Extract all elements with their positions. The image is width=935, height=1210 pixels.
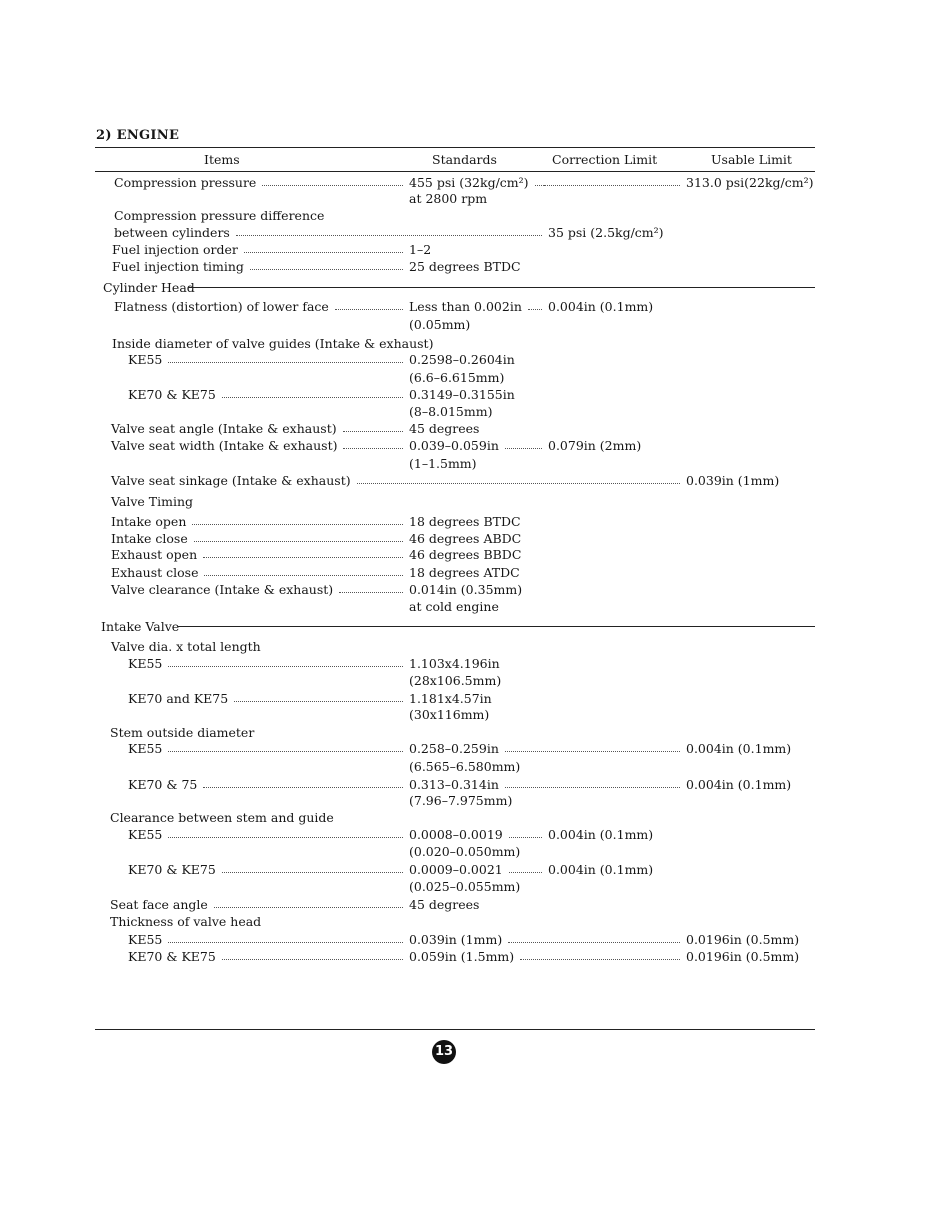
standard-value: (30x116mm) — [409, 707, 490, 722]
table-row — [0, 316, 935, 333]
leader-dots — [194, 541, 403, 542]
standard-value: at cold engine — [409, 599, 499, 614]
standard-value: (7.96–7.975mm) — [409, 793, 513, 808]
item-label: Fuel injection timing — [112, 259, 244, 274]
standard-value: 0.2598–0.2604in — [409, 352, 515, 367]
item-label: KE55 — [128, 827, 163, 842]
standard-value: 0.014in (0.35mm) — [409, 582, 523, 597]
item-label: Valve seat sinkage (Intake & exhaust) — [111, 473, 351, 488]
item-label: Cylinder Head — [103, 280, 195, 295]
table-row — [0, 638, 935, 655]
standard-value: (0.05mm) — [409, 317, 471, 332]
header-top-rule — [95, 147, 815, 148]
table-row — [0, 530, 935, 547]
standard-value: 18 degrees ATDC — [409, 565, 520, 580]
item-label: Valve Timing — [111, 494, 194, 509]
standard-value: Less than 0.002in — [409, 299, 522, 314]
leader-dots — [262, 185, 403, 186]
item-label: between cylinders — [114, 225, 230, 240]
header-usable-limit: Usable Limit — [711, 152, 792, 167]
table-row — [0, 581, 935, 598]
table-row — [0, 792, 935, 809]
table-row — [0, 948, 935, 965]
page-number: 13 — [432, 1040, 456, 1064]
leader-dots — [168, 837, 403, 838]
table-row — [0, 672, 935, 689]
item-label: Intake open — [111, 514, 187, 529]
item-label: Fuel injection order — [112, 242, 238, 257]
table-row — [0, 174, 935, 191]
usable-limit-value: 0.004in (0.1mm) — [686, 777, 792, 792]
leader-dots — [203, 557, 403, 558]
standard-value: (0.025–0.055mm) — [409, 879, 521, 894]
item-label: KE70 & KE75 — [128, 387, 216, 402]
leader-dots — [544, 185, 680, 186]
usable-limit-value: 0.004in (0.1mm) — [686, 741, 792, 756]
leader-dots — [204, 575, 403, 576]
item-label: Valve clearance (Intake & exhaust) — [111, 582, 334, 597]
table-row — [0, 740, 935, 757]
table-row — [0, 706, 935, 723]
header-correction-limit: Correction Limit — [552, 152, 658, 167]
standard-value: 46 degrees ABDC — [409, 531, 522, 546]
item-label: Valve dia. x total length — [111, 639, 261, 654]
table-row — [0, 564, 935, 581]
item-label: KE55 — [128, 932, 163, 947]
leader-dots — [343, 431, 403, 432]
item-label: KE70 & 75 — [128, 777, 198, 792]
table-row — [0, 931, 935, 948]
leader-dots — [222, 959, 403, 960]
standard-value: 455 psi (32kg/cm²) — [409, 175, 529, 190]
leader-dots — [335, 309, 403, 310]
leader-dots — [236, 235, 542, 236]
table-row — [0, 809, 935, 826]
table-row — [0, 403, 935, 420]
table-row — [0, 598, 935, 615]
standard-value: 0.313–0.314in — [409, 777, 499, 792]
standard-value: 1.181x4.57in — [409, 691, 492, 706]
table-row — [0, 655, 935, 672]
item-label: Compression pressure — [114, 175, 257, 190]
header-standards: Standards — [432, 152, 497, 167]
standard-value: 0.0009–0.0021 — [409, 862, 503, 877]
table-row — [0, 690, 935, 707]
leader-dots — [168, 666, 403, 667]
standard-value: (28x106.5mm) — [409, 673, 502, 688]
standard-value: (8–8.015mm) — [409, 404, 493, 419]
leader-dots — [222, 872, 403, 873]
table-row — [0, 224, 935, 241]
group-rule — [178, 626, 815, 627]
leader-dots — [505, 787, 680, 788]
table-row — [0, 351, 935, 368]
leader-dots — [505, 448, 542, 449]
table-row — [0, 513, 935, 530]
item-label: Stem outside diameter — [110, 725, 255, 740]
leader-dots — [168, 942, 403, 943]
item-label: Thickness of valve head — [110, 914, 262, 929]
item-label: Valve seat angle (Intake & exhaust) — [111, 421, 337, 436]
table-row — [0, 420, 935, 437]
standard-value: 18 degrees BTDC — [409, 514, 521, 529]
table-row — [0, 279, 935, 296]
usable-limit-value: 313.0 psi(22kg/cm²) — [686, 175, 814, 190]
table-row — [0, 493, 935, 510]
leader-dots — [339, 592, 403, 593]
standard-value: at 2800 rpm — [409, 191, 488, 206]
standard-value: 0.039in (1mm) — [409, 932, 503, 947]
group-rule — [188, 287, 815, 288]
item-label: Valve seat width (Intake & exhaust) — [111, 438, 338, 453]
correction-limit-value: 35 psi (2.5kg/cm²) — [548, 225, 664, 240]
table-row — [0, 878, 935, 895]
table-row — [0, 455, 935, 472]
leader-dots — [168, 362, 403, 363]
standard-value: 0.059in (1.5mm) — [409, 949, 515, 964]
correction-limit-value: 0.004in (0.1mm) — [548, 827, 654, 842]
table-row — [0, 618, 935, 635]
leader-dots — [509, 837, 542, 838]
usable-limit-value: 0.0196in (0.5mm) — [686, 949, 800, 964]
leader-dots — [343, 448, 403, 449]
usable-limit-value: 0.039in (1mm) — [686, 473, 780, 488]
leader-dots — [520, 959, 680, 960]
table-row — [0, 724, 935, 741]
item-label: Clearance between stem and guide — [110, 810, 334, 825]
leader-dots — [192, 524, 403, 525]
correction-limit-value: 0.079in (2mm) — [548, 438, 642, 453]
standard-value: 0.258–0.259in — [409, 741, 499, 756]
usable-limit-value: 0.0196in (0.5mm) — [686, 932, 800, 947]
table-row — [0, 896, 935, 913]
item-label: Flatness (distortion) of lower face — [114, 299, 329, 314]
standard-value: 45 degrees — [409, 897, 480, 912]
table-row — [0, 913, 935, 930]
item-label: KE55 — [128, 352, 163, 367]
leader-dots — [528, 309, 542, 310]
item-label: KE55 — [128, 656, 163, 671]
item-label: KE70 and KE75 — [128, 691, 229, 706]
item-label: Intake close — [111, 531, 188, 546]
table-row — [0, 758, 935, 775]
table-row — [0, 207, 935, 224]
leader-dots — [234, 701, 403, 702]
standard-value: 25 degrees BTDC — [409, 259, 521, 274]
item-label: Seat face angle — [110, 897, 208, 912]
item-label: Intake Valve — [101, 619, 180, 634]
table-row — [0, 776, 935, 793]
header-items: Items — [204, 152, 240, 167]
leader-dots — [168, 751, 403, 752]
header-bottom-rule — [95, 171, 815, 172]
correction-limit-value: 0.004in (0.1mm) — [548, 862, 654, 877]
leader-dots — [357, 483, 680, 484]
leader-dots — [509, 872, 542, 873]
item-label: Inside diameter of valve guides (Intake & exhaust) — [112, 336, 434, 351]
table-row — [0, 335, 935, 352]
section-title: 2) ENGINE — [96, 128, 180, 143]
standard-value: 45 degrees — [409, 421, 480, 436]
table-row — [0, 386, 935, 403]
standard-value: 0.039–0.059in — [409, 438, 499, 453]
table-row — [0, 437, 935, 454]
leader-dots — [222, 397, 403, 398]
table-row — [0, 546, 935, 563]
item-label: Exhaust open — [111, 547, 198, 562]
item-label: KE70 & KE75 — [128, 949, 216, 964]
table-row — [0, 190, 935, 207]
standard-value: 46 degrees BBDC — [409, 547, 522, 562]
item-label: KE70 & KE75 — [128, 862, 216, 877]
standard-value: 1–2 — [409, 242, 432, 257]
item-label: Compression pressure difference — [114, 208, 325, 223]
leader-dots — [244, 252, 403, 253]
standard-value: 0.0008–0.0019 — [409, 827, 503, 842]
standard-value: (6.6–6.615mm) — [409, 370, 505, 385]
item-label: Exhaust close — [111, 565, 199, 580]
table-row — [0, 258, 935, 275]
leader-dots — [203, 787, 403, 788]
table-row — [0, 861, 935, 878]
standard-value: 0.3149–0.3155in — [409, 387, 515, 402]
table-row — [0, 241, 935, 258]
table-row — [0, 472, 935, 489]
leader-dots — [250, 269, 403, 270]
correction-limit-value: 0.004in (0.1mm) — [548, 299, 654, 314]
table-row — [0, 826, 935, 843]
table-row — [0, 298, 935, 315]
leader-dots — [505, 751, 680, 752]
item-label: KE55 — [128, 741, 163, 756]
leader-dots — [214, 907, 403, 908]
footer-rule — [95, 1029, 815, 1030]
standard-value: (0.020–0.050mm) — [409, 844, 521, 859]
standard-value: 1.103x4.196in — [409, 656, 500, 671]
table-row — [0, 843, 935, 860]
leader-dots — [508, 942, 680, 943]
standard-value: (6.565–6.580mm) — [409, 759, 521, 774]
standard-value: (1–1.5mm) — [409, 456, 477, 471]
table-row — [0, 369, 935, 386]
